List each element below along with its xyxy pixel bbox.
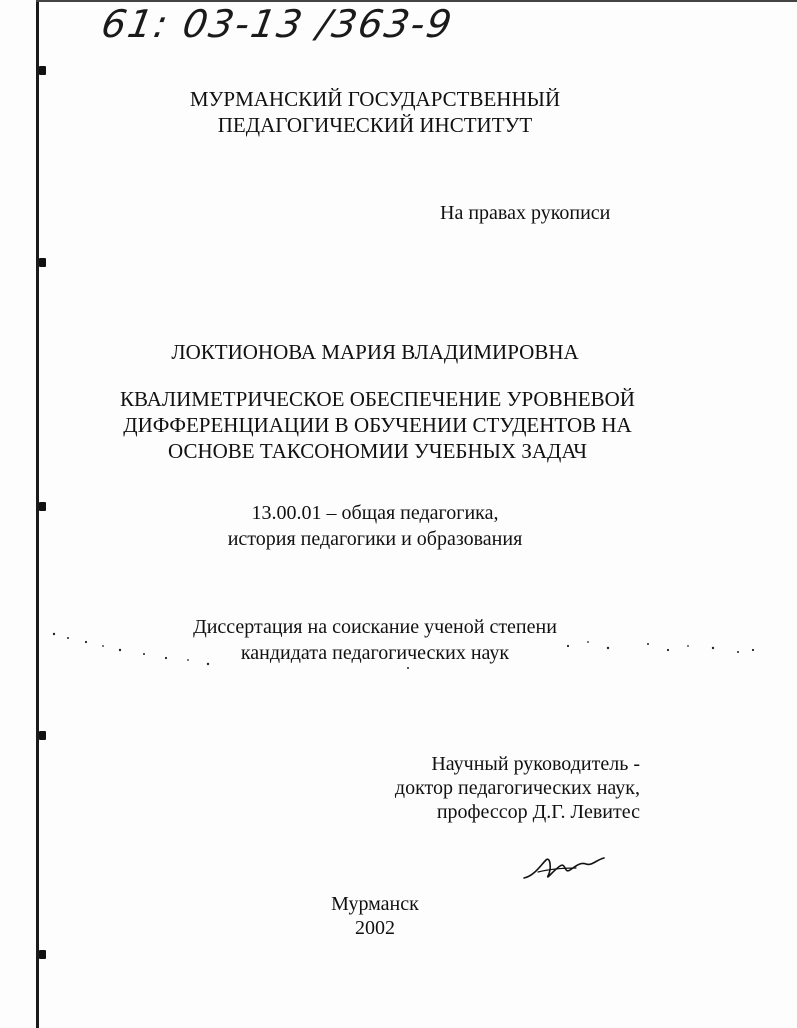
title-line-1: КВАЛИМЕТРИЧЕСКОЕ ОБЕСПЕЧЕНИЕ УРОВНЕВОЙ bbox=[120, 387, 635, 411]
margin-mark bbox=[39, 502, 46, 511]
degree-line-1: Диссертация на соискание ученой степени bbox=[193, 616, 557, 638]
handwritten-catalog-code: 61: 03-13 /363-9 bbox=[98, 2, 457, 46]
dissertation-title bbox=[110, 386, 645, 464]
supervisor-info bbox=[395, 752, 640, 824]
specialty-line-2: история педагогики и образования bbox=[227, 528, 523, 550]
margin-mark bbox=[39, 731, 46, 740]
institute-name bbox=[150, 86, 600, 138]
author-name: ЛОКТИОНОВА МАРИЯ ВЛАДИМИРОВНА bbox=[171, 340, 579, 364]
institute-line-2: ПЕДАГОГИЧЕСКИЙ ИНСТИТУТ bbox=[217, 113, 533, 137]
supervisor-line-2: доктор педагогических наук, bbox=[394, 777, 640, 799]
supervisor-signature bbox=[520, 848, 610, 888]
margin-mark bbox=[39, 66, 46, 75]
margin-mark bbox=[39, 950, 46, 959]
city-and-year bbox=[300, 892, 450, 940]
supervisor-line-1: Научный руководитель - bbox=[431, 753, 640, 775]
specialty bbox=[200, 500, 550, 552]
title-line-3: ОСНОВЕ ТАКСОНОМИИ УЧЕБНЫХ ЗАДАЧ bbox=[168, 439, 587, 463]
margin-mark bbox=[39, 258, 46, 267]
specialty-line-1: 13.00.01 – общая педагогика, bbox=[251, 502, 499, 524]
degree-line-2: кандидата педагогических наук bbox=[240, 642, 510, 664]
supervisor-line-3: профессор Д.Г. Левитес bbox=[436, 801, 640, 823]
city: Мурманск bbox=[331, 893, 419, 915]
degree-statement bbox=[170, 614, 580, 666]
scan-left-border bbox=[36, 0, 39, 1028]
title-line-2: ДИФФЕРЕНЦИАЦИИ В ОБУЧЕНИИ СТУДЕНТОВ НА bbox=[123, 413, 632, 437]
rights-note: На правах рукописи bbox=[440, 202, 611, 224]
institute-line-1: МУРМАНСКИЙ ГОСУДАРСТВЕННЫЙ bbox=[189, 87, 561, 111]
year: 2002 bbox=[355, 917, 395, 939]
